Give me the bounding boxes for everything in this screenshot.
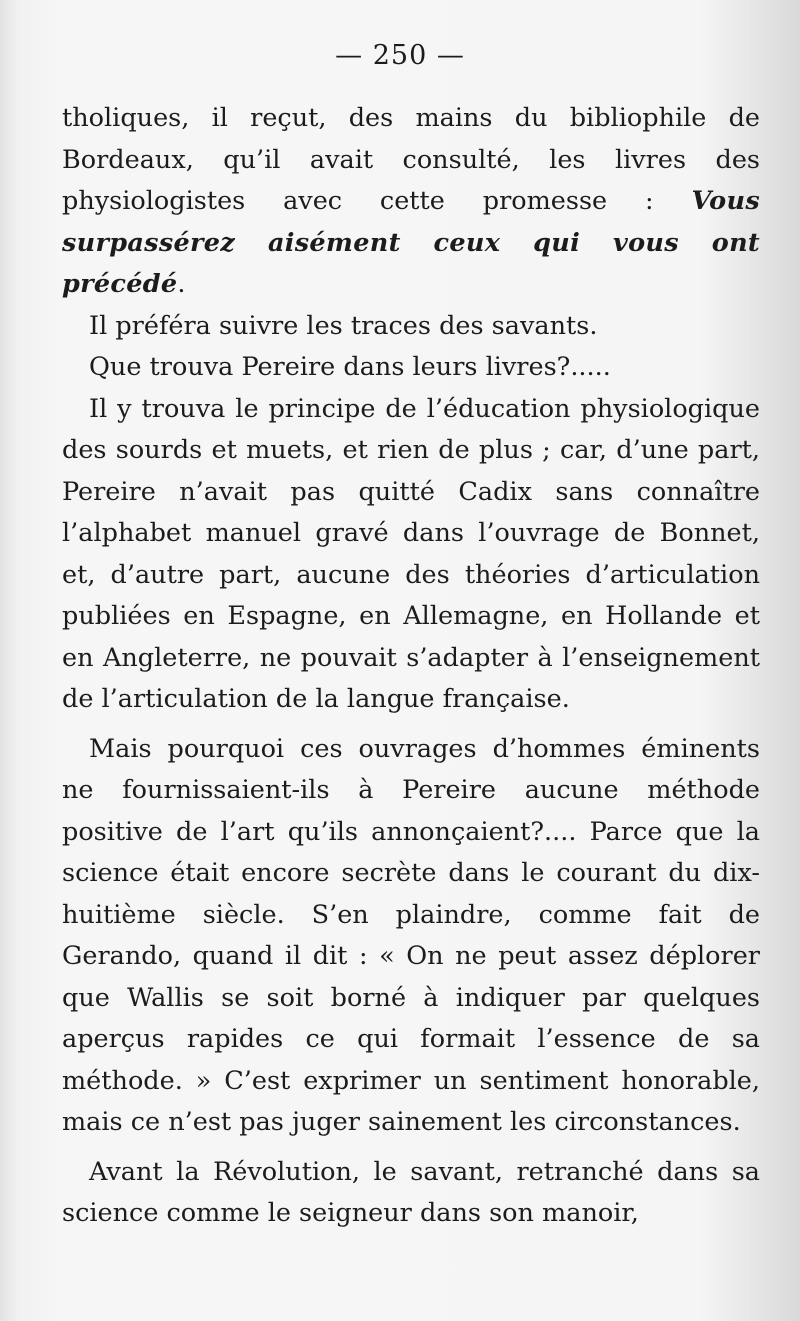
paragraph-1 [62,98,760,306]
paragraph-1-text: tholiques, il reçut, des mains du bibliophile de Bordeaux, qu’il avait consulté, les livres des physiologistes avec cette promesse : [62,103,760,216]
page-body [62,98,760,1235]
paragraph-3: Que trouva Pereire dans leurs livres?..... [89,352,611,382]
quoted-promise: Vous surpassérez aisément ceux qui vous ont précédé [62,186,760,299]
paragraph-6: Avant la Révolution, le savant, retranché dans sa science comme le seigneur dans son manoir, [62,1156,760,1228]
paragraph-2: Il préféra suivre les traces des savants. [89,310,598,341]
paragraph-4: Il y trouva le principe de l’éducation physiologique des sourds et muets, et rien de plus ; car, d’une part, Pereire n’avait pas quitté Cadix sans connaître l’alphabet manuel gravé dans l’ouvrage de Bonnet, et, d’autre part, aucune des théories d’articulation publiées en Espagne, en Allemagne, en Hollande et en Angleterre, ne pouvait s’adapter à l’enseignement de l’articulation de la langue française. [62,393,760,714]
paragraph-1-end: . [177,269,186,299]
page-number: — 250 — [335,40,465,71]
paragraph-5: Mais pourquoi ces ouvrages d’hommes éminents ne fournissaient-ils à Pereire aucune méthode positive de l’art qu’ils annonçaient?.... Parce que la science était encore secrète dans le courant du dix-huitième siècle. S’en plaindre, comme fait de Gerando, quand il dit : « On ne peut assez déplorer que Wallis se soit borné à indiquer par quelques aperçus rapides ce qui formait l’essence de sa méthode. » C’est exprimer un sentiment honorable, mais ce n’est pas juger sainement les circonstances. [62,733,760,1137]
